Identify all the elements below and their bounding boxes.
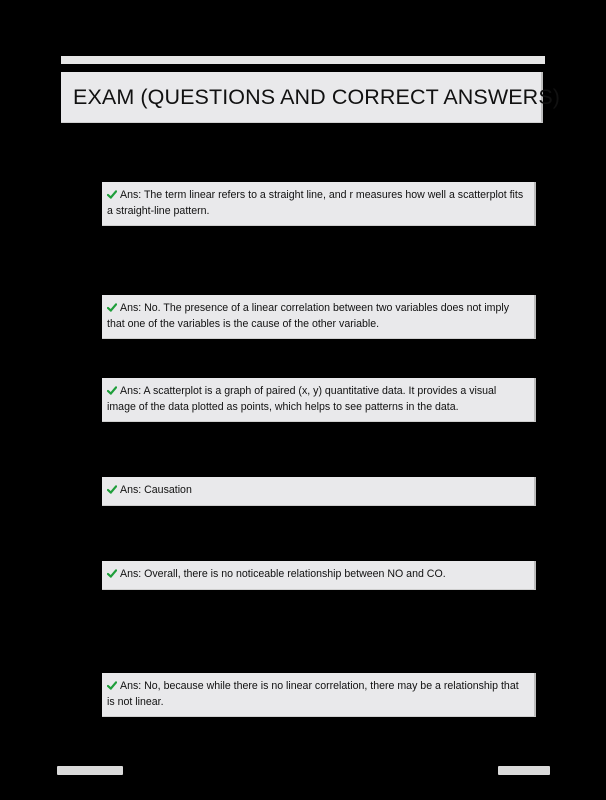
check-icon (107, 303, 117, 312)
check-icon (107, 386, 117, 395)
footer-left-mark (57, 766, 123, 775)
answer-box-5 (102, 561, 536, 590)
footer-right-mark (498, 766, 550, 775)
answer-text: Ans: Overall, there is no noticeable relationship between NO and CO. (120, 568, 446, 580)
title-banner (61, 72, 561, 123)
answer-box-4 (102, 477, 536, 506)
answer-box-6 (102, 673, 536, 717)
answer-box-1 (102, 182, 536, 226)
check-icon (107, 190, 117, 199)
check-icon (107, 681, 117, 690)
check-icon (107, 569, 117, 578)
answer-text: Ans: A scatterplot is a graph of paired (x, y) quantitative data. It provides a visual image of the data plotted as points, which helps to see patterns in the data. (107, 385, 497, 413)
check-icon (107, 485, 117, 494)
answer-box-2 (102, 295, 536, 339)
page-title: EXAM (QUESTIONS AND CORRECT ANSWERS) (73, 84, 561, 109)
answer-text: Ans: No. The presence of a linear correlation between two variables does not imply that one of the variables is the cause of the other variable. (107, 302, 510, 330)
answer-box-3 (102, 378, 536, 422)
answer-text: Ans: The term linear refers to a straight line, and r measures how well a scatterplot fits a straight-line pattern. (107, 189, 524, 217)
answer-text: Ans: No, because while there is no linear correlation, there may be a relationship that is not linear. (107, 680, 519, 708)
top-divider (61, 56, 545, 64)
answer-text: Ans: Causation (120, 484, 192, 496)
